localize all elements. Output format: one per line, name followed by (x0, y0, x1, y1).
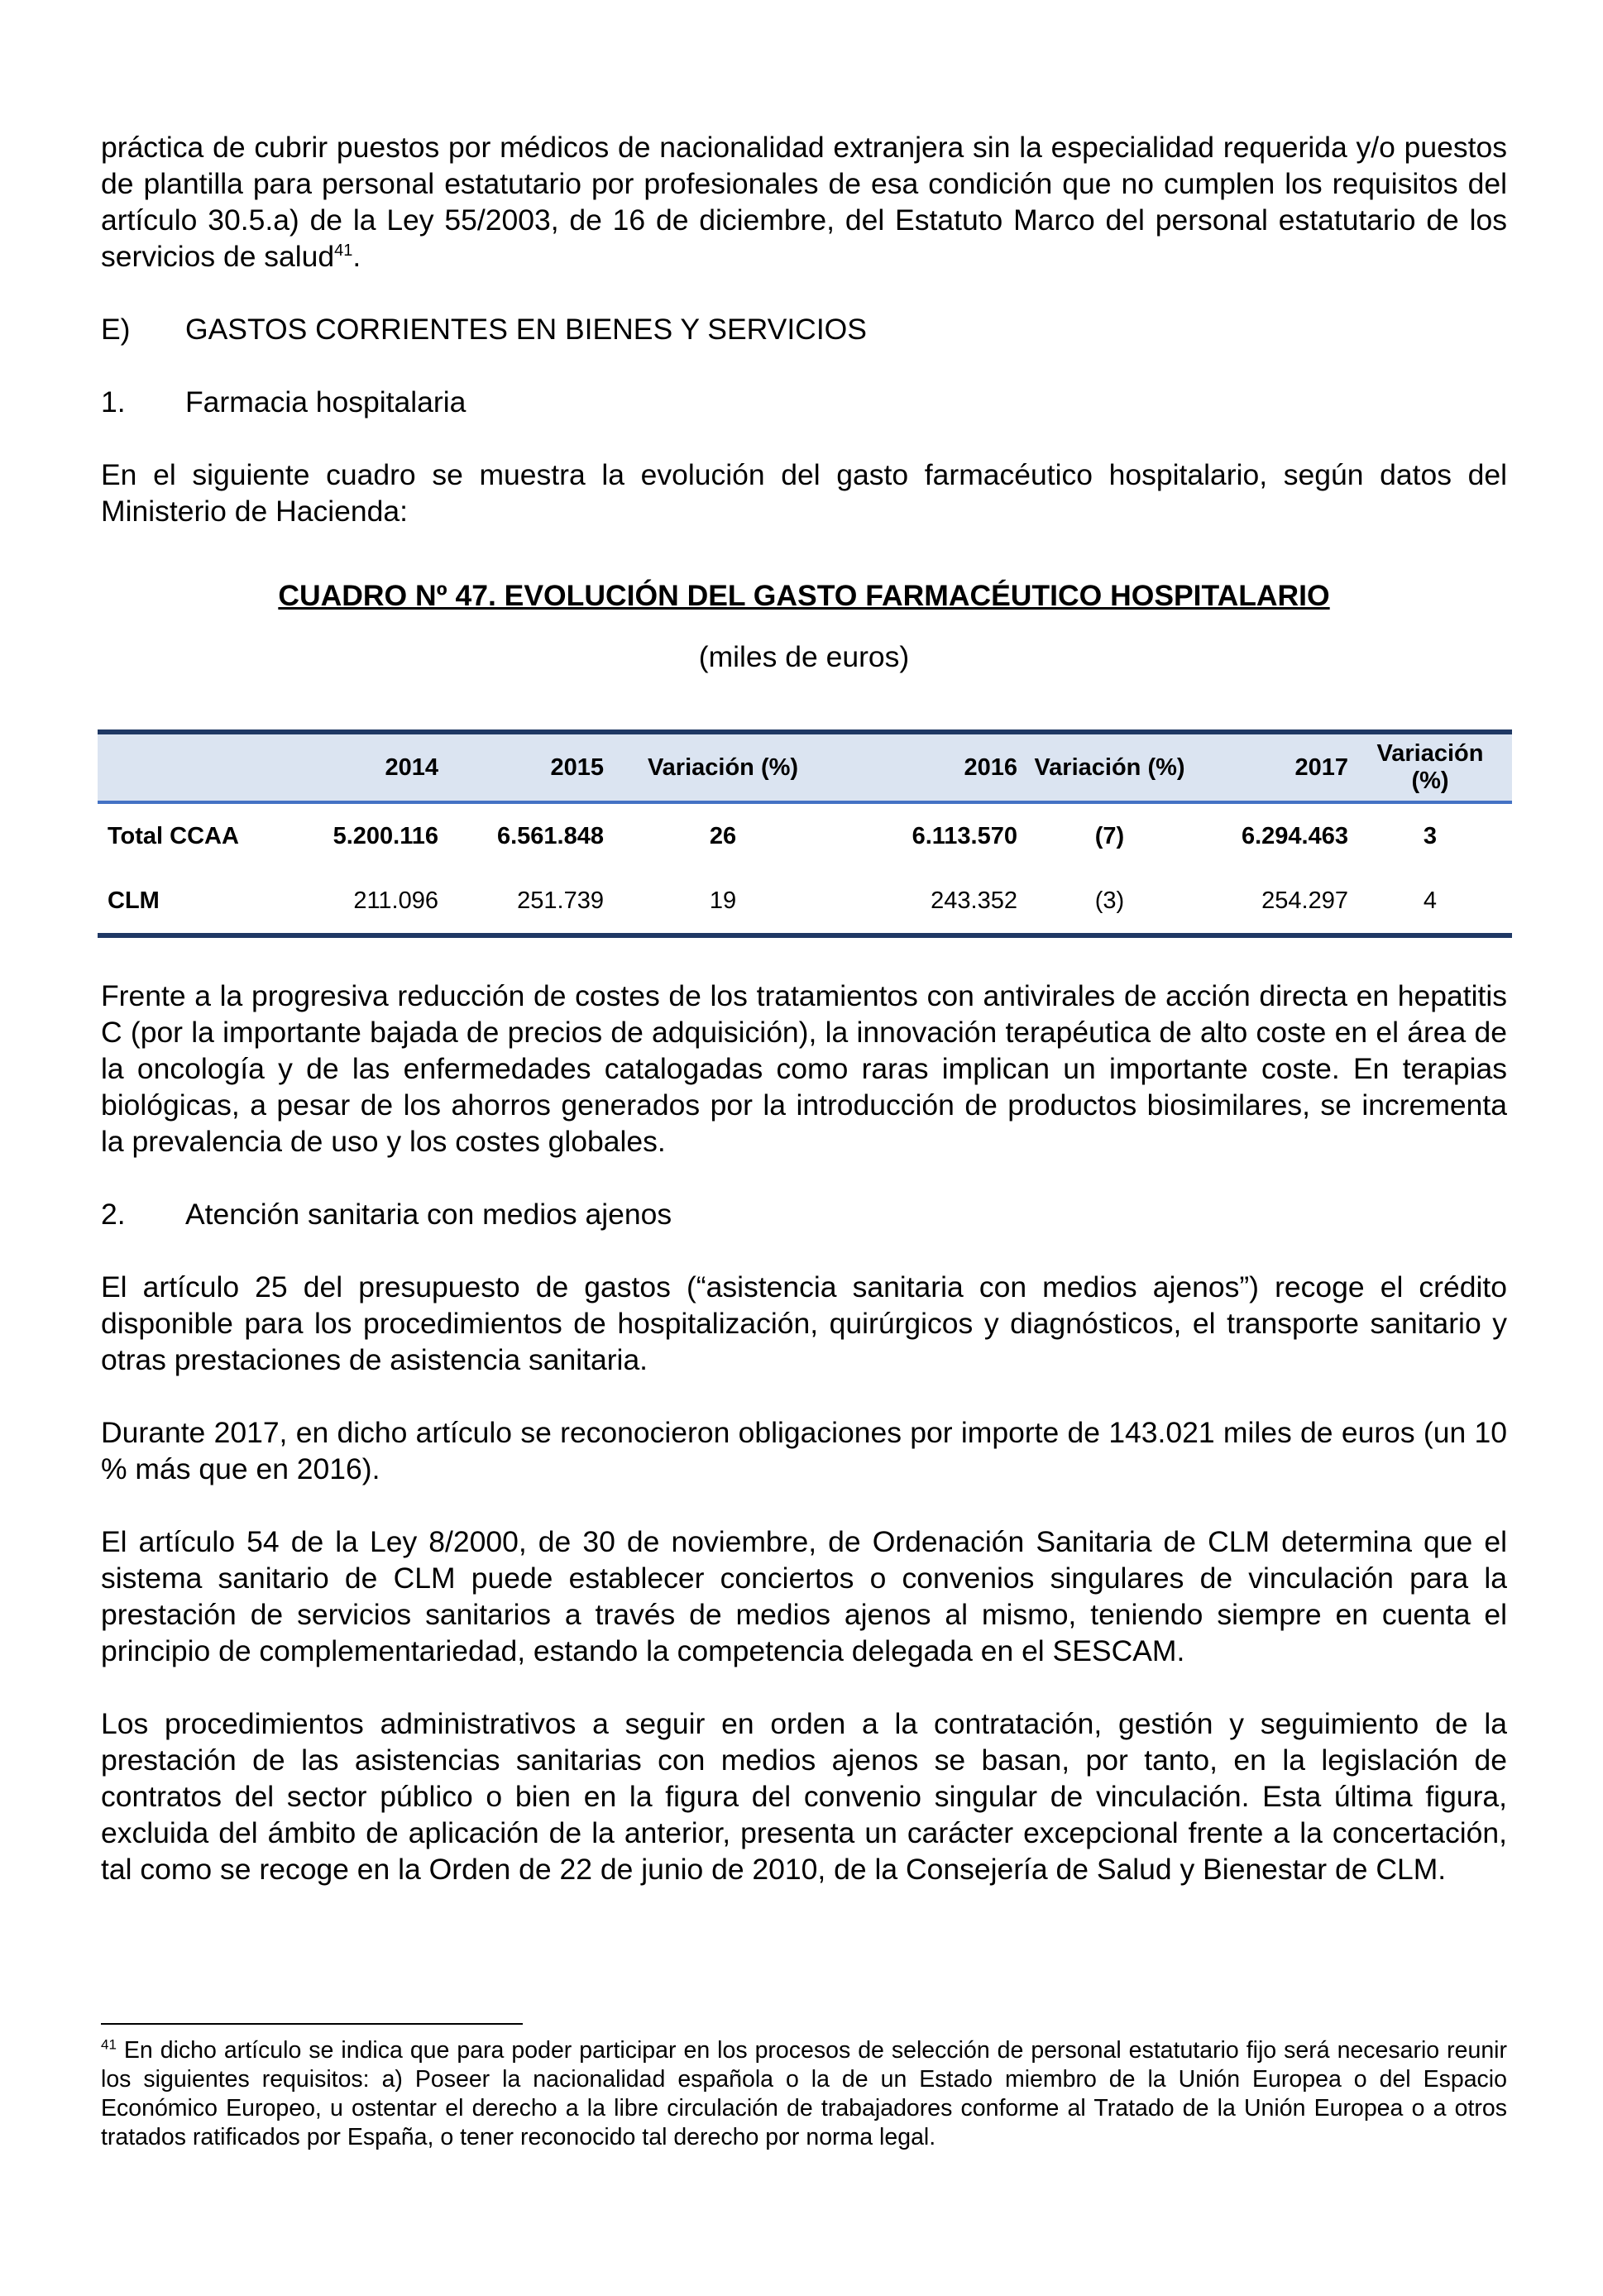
procedimientos-paragraph: Los procedimientos administrativos a seguir en orden a la contratación, gestión y seguimiento de la prestación de las asistencias sanitarias con medios ajenos se basan, por tanto, en la legislación de contratos del sector público o bien en la figura del convenio singular de vinculación. Esta última figura, excluida del ámbito de aplicación de la anterior, presenta un carácter excepcional frente a la concertación, tal como se recoge en la Orden de 22 de junio de 2010, de la Consejería de Salud y Bienestar de CLM. (101, 1707, 1507, 1886)
obligaciones-2017-paragraph: Durante 2017, en dicho artículo se reconocieron obligaciones por importe de 143.021 miles de euros (un 10 % más que en 2016). (101, 1416, 1507, 1485)
cell-2017: 6.294.463 (1241, 822, 1348, 849)
cell-variacion-2016: (3) (1024, 868, 1202, 935)
header-variacion-2015: Variación (%) (610, 732, 842, 802)
subsection-2-number: 2. (101, 1198, 126, 1231)
cell-2017: 254.297 (1202, 868, 1355, 935)
cuadro-intro-paragraph: En el siguiente cuadro se muestra la evolución del gasto farmacéutico hospitalario, según datos del Ministerio de Hacienda: (101, 458, 1507, 528)
after-table-paragraph: Frente a la progresiva reducción de costes de los tratamientos con antivirales de acción directa en hepatitis C (por la importante bajada de precios de adquisición), la innovación terapéutica de alto coste en el área de la oncología y de las enfermedades catalogadas como raras implican un importante coste. En terapias biológicas, a pesar de los ahorros generados por la introducción de productos biosimilares, se incrementa la prevalencia de uso y los costes globales. (101, 979, 1507, 1158)
header-2016: 2016 (842, 732, 1024, 802)
subsection-1-title: Farmacia hospitalaria (185, 385, 467, 419)
section-e-number: E) (101, 313, 131, 346)
cell-2016: 6.113.570 (912, 822, 1017, 849)
cell-variacion-2016: (7) (1094, 822, 1125, 849)
cuadro-units: (miles de euros) (698, 640, 910, 673)
table-header-row (98, 732, 1512, 802)
art54-paragraph: El artículo 54 de la Ley 8/2000, de 30 de noviembre, de Ordenación Sanitaria de CLM determina que el sistema sanitario de CLM puede establecer conciertos o convenios singulares de vinculación para la prestación de servicios sanitarios a través de medios ajenos al mismo, teniendo siempre en cuenta el principio de complementariedad, estando la competencia delegada en el SESCAM. (101, 1525, 1507, 1667)
header-empty (98, 732, 288, 802)
footnote-separator (101, 2023, 523, 2025)
header-2014: 2014 (288, 732, 445, 802)
footnote-number: 41 (101, 2036, 117, 2053)
cell-variacion-2017: 4 (1355, 868, 1512, 935)
intro-paragraph (101, 129, 1507, 275)
header-variacion-2017: Variación (%) (1355, 732, 1512, 802)
cuadro-table (98, 729, 1512, 938)
subsection-1-heading (101, 384, 1507, 420)
cell-variacion-2015: 19 (610, 868, 842, 935)
footnote-text: En dicho artículo se indica que para poder participar en los procesos de selección de personal estatutario fijo será necesario reunir los siguientes requisitos: a) Poseer la nacionalidad española o la de un Estado miembro de la Unión Europea o del Espacio Económico Europeo, u ostentar el derecho a la libre circulación de trabajadores conforme al Tratado de la Unión Europea o a otros tratados ratificados por España, o tener reconocido tal derecho por norma legal. (101, 2037, 1507, 2150)
header-2017: 2017 (1202, 732, 1355, 802)
cell-2016: 243.352 (842, 868, 1024, 935)
cell-2015: 6.561.848 (496, 822, 604, 849)
footnote (101, 2036, 1507, 2152)
row-label: Total CCAA (108, 822, 239, 849)
table-row (98, 868, 1512, 935)
cuadro-table-wrapper (98, 729, 1512, 938)
section-e-heading (101, 311, 1507, 347)
footnote-reference: 41 (334, 242, 353, 261)
cell-variacion-2015: 26 (709, 822, 737, 849)
table-row (98, 802, 1512, 868)
cell-2014: 211.096 (288, 868, 445, 935)
section-e-title: GASTOS CORRIENTES EN BIENES Y SERVICIOS (185, 313, 867, 346)
header-2015: 2015 (445, 732, 610, 802)
art25-paragraph: El artículo 25 del presupuesto de gastos (“asistencia sanitaria con medios ajenos”) recoge el crédito disponible para los procedimientos de hospitalización, quirúrgicos y diagnósticos, el transporte sanitario y otras prestaciones de asistencia sanitaria. (101, 1270, 1507, 1376)
cuadro-title: CUADRO Nº 47. EVOLUCIÓN DEL GASTO FARMACÉUTICO HOSPITALARIO (278, 579, 1330, 612)
row-label: CLM (98, 868, 288, 935)
top-content (101, 129, 1507, 675)
subsection-2-title: Atención sanitaria con medios ajenos (185, 1198, 672, 1231)
intro-paragraph-end: . (352, 240, 361, 273)
intro-paragraph-text: práctica de cubrir puestos por médicos de nacionalidad extranjera sin la especialidad requerida y/o puestos de plantilla para personal estatutario por profesionales de esa condición que no cumplen los requisitos del artículo 30.5.a) de la Ley 55/2003, de 16 de diciembre, del Estatuto Marco del personal estatutario de los servicios de salud (101, 131, 1507, 273)
header-variacion-2016: Variación (%) (1024, 732, 1202, 802)
subsection-1-number: 1. (101, 385, 126, 419)
cell-2014: 5.200.116 (333, 822, 438, 849)
subsection-2-heading (101, 1196, 1507, 1232)
cell-2015: 251.739 (445, 868, 610, 935)
bottom-content (101, 978, 1507, 1887)
cell-variacion-2017: 3 (1423, 822, 1438, 849)
